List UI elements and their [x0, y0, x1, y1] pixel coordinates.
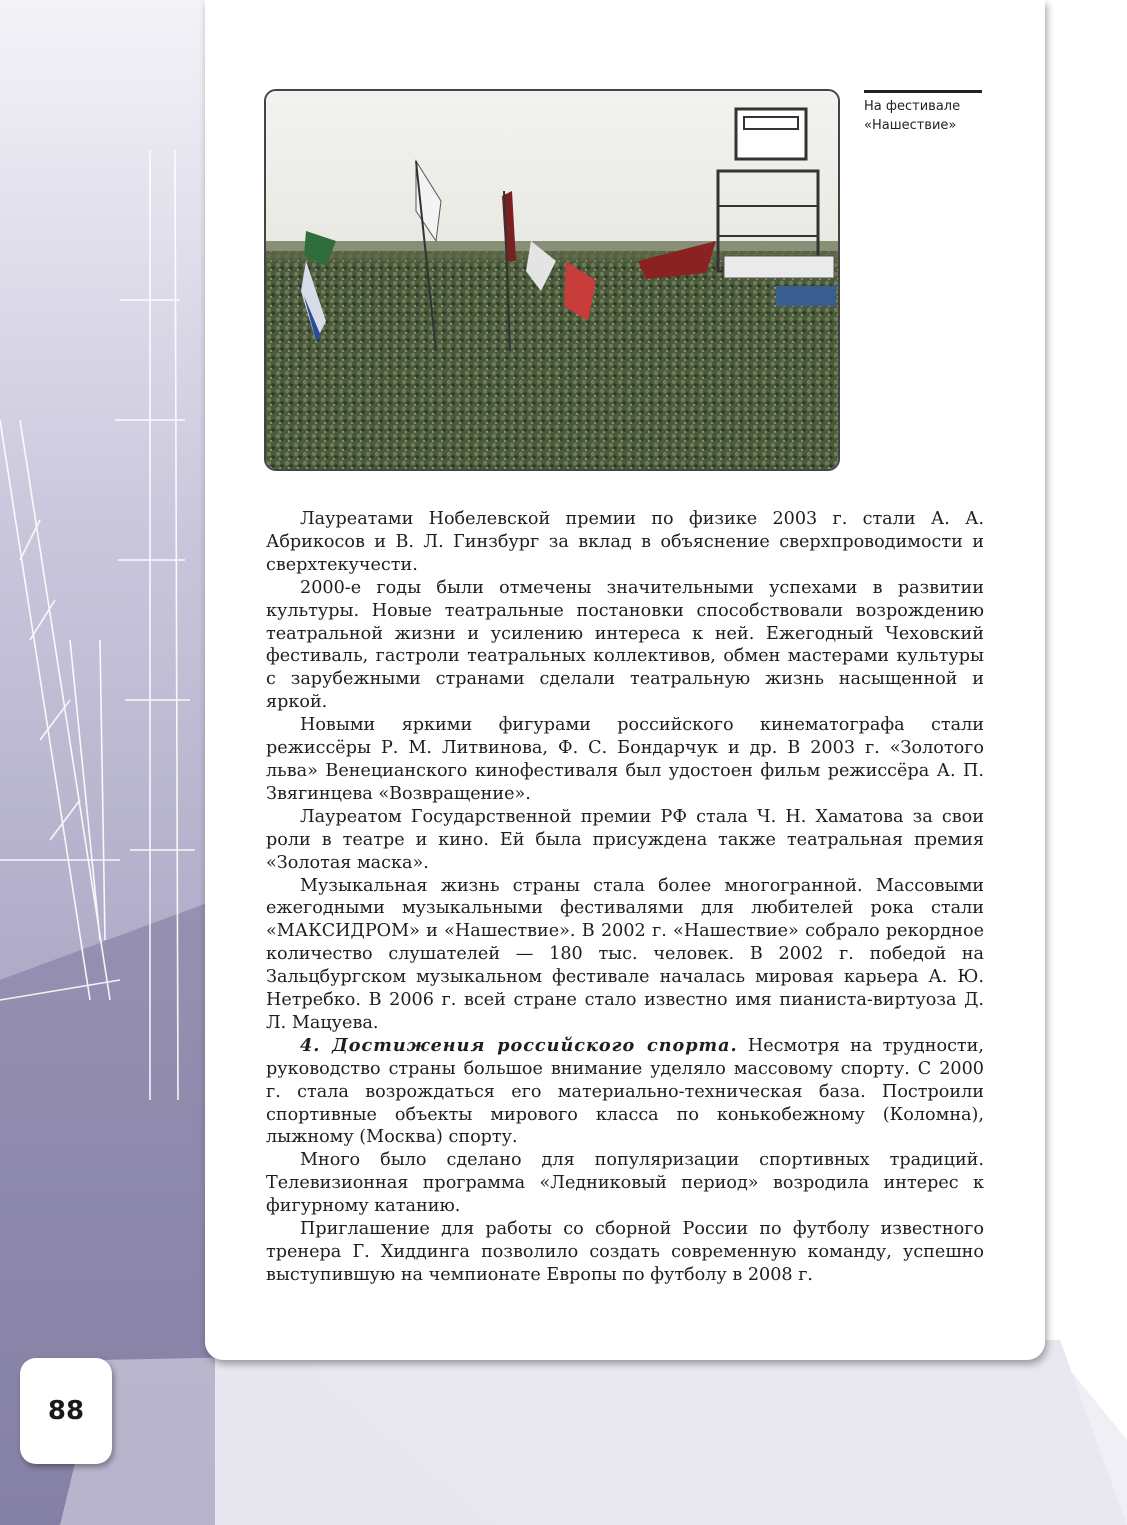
- paragraph-section-4: [266, 1035, 984, 1150]
- paragraph: Лауреатом Государственной премии РФ стала Ч. Н. Хаматова за свои роли в театре и кино. Ей была присуждена также театральная премия «Золотая маска».: [266, 806, 984, 873]
- body-text: [266, 508, 984, 1287]
- paragraph-text: Несмотря на трудности, руководство страны большое внимание уделяло массовому спорту. С 2000 г. стала возрождаться его материально-техническая база. Построили спортивные объекты мирового класса по конькобежному (Коломна), лыжному (Москва) спорту.: [266, 1035, 984, 1148]
- paragraph: Много было сделано для популяризации спортивных традиций. Телевизионная программа «Ледниковый период» возродила интерес к фигурному катанию.: [266, 1150, 984, 1217]
- caption-line-2: «Нашествие»: [864, 118, 957, 133]
- paragraph: Музыкальная жизнь страны стала более многогранной. Массовыми ежегодными музыкальными фестивалями для любителей рока стали «МАКСИДРОМ» и «Нашествие». В 2002 г. «Нашествие» собрало рекордное количество слушателей — 180 тыс. человек. В 2002 г. победой на Зальцбургском музыкальном фестивале началась мировая карьера А. Ю. Нетребко. В 2006 г. всей стране стало известно имя пианиста-виртуоза Д. Л. Мацуева.: [266, 875, 984, 1033]
- page-number: 88: [20, 1358, 112, 1464]
- caption-rule: [864, 90, 982, 93]
- paragraph: 2000-е годы были отмечены значительными успехами в развитии культуры. Новые театральные постановки способствовали возрождению театральной жизни и усилению интереса к ней. Ежегодный Чеховский фестиваль, гастроли театральных коллективов, обмен мастерами культуры с зарубежными странами сделали театральную жизнь насыщенной и яркой.: [266, 577, 984, 713]
- festival-photo: [264, 89, 840, 471]
- photo-caption: [864, 97, 1004, 135]
- caption-line-1: На фестивале: [864, 99, 961, 114]
- paragraph: Лауреатами Нобелевской премии по физике 2003 г. стали А. А. Абрикосов и В. Л. Гинзбург за вклад в объяснение сверхпроводимости и сверхтекучести.: [266, 509, 984, 575]
- section-heading: 4. Достижения российского спорта.: [300, 1034, 738, 1056]
- paragraph: Новыми яркими фигурами российского кинематографа стали режиссёры Р. М. Литвинова, Ф. С. Бондарчук и др. В 2003 г. «Золотого льва» Венецианского кинофестиваля был удостоен фильм режиссёра А. П. Звягинцева «Возвращение».: [266, 715, 984, 804]
- paragraph: Приглашение для работы со сборной России по футболу известного тренера Г. Хиддинга позволило создать современную команду, успешно выступившую на чемпионате Европы по футболу в 2008 г.: [266, 1219, 984, 1285]
